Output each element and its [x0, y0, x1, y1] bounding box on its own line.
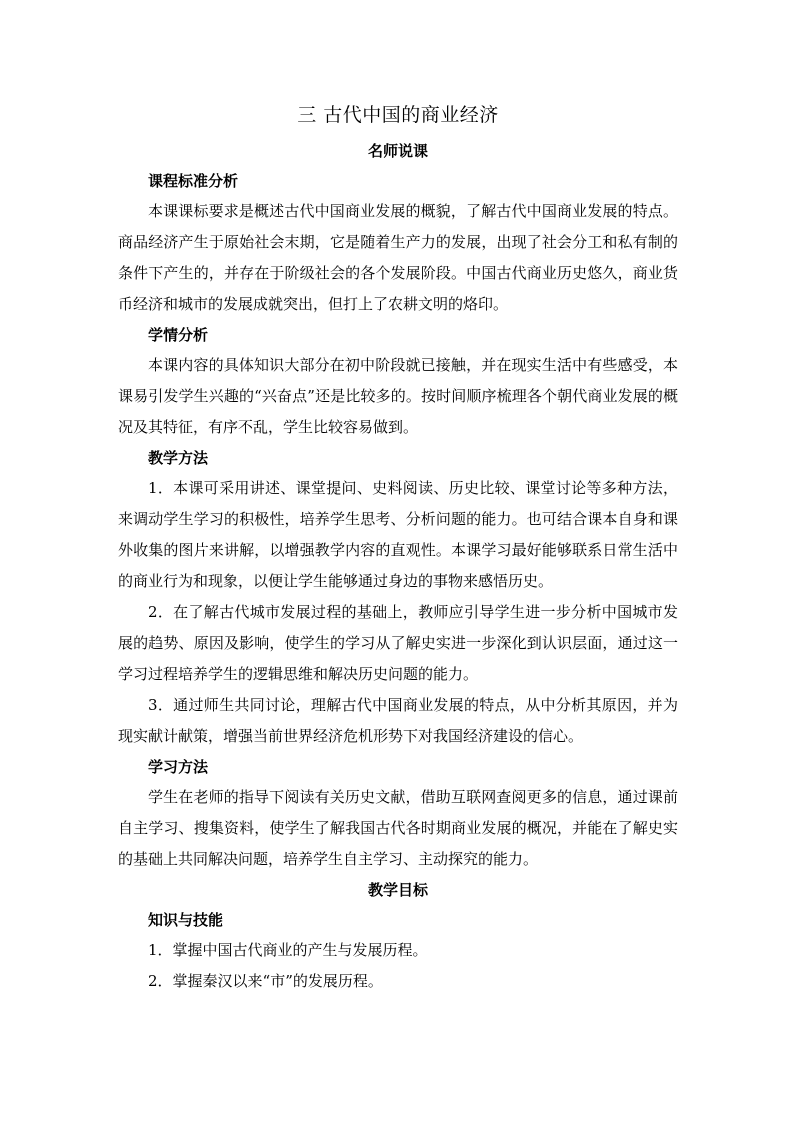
subheading-learning-methods: 学习方法 — [148, 758, 209, 776]
subheading-learner-analysis: 学情分析 — [148, 326, 209, 344]
document-title: 三 古代中国的商业经济 — [297, 104, 499, 126]
paragraph-teaching-method-3: 3．通过师生共同讨论，理解古代中国商业发展的特点，从中分析其原因，并为现实献计献策，增强当前世界经济危机形势下对我国经济建设的信心。 — [118, 696, 678, 745]
paragraph-learning-methods: 学生在老师的指导下阅读有关历史文献，借助互联网查阅更多的信息，通过课前自主学习、搜集资料，使学生了解我国古代各时期商业发展的概况，并能在了解史实的基础上共同解决问题，培养学生自主学习、主动探究的能力。 — [118, 788, 678, 868]
subheading-curriculum-analysis: 课程标准分析 — [148, 172, 239, 190]
subheading-teaching-methods: 教学方法 — [148, 449, 209, 467]
subheading-knowledge-skills: 知识与技能 — [148, 911, 224, 929]
list-item-objective-2: 2．掌握秦汉以来“市”的发展历程。 — [148, 972, 383, 990]
section-heading-teaching-objectives: 教学目标 — [367, 881, 428, 899]
paragraph-teaching-method-1: 1．本课可采用讲述、课堂提问、史料阅读、历史比较、课堂讨论等多种方法，来调动学生学习的积极性，培养学生思考、分析问题的能力。也可结合课本自身和课外收集的图片来讲解，以增强教学内容的直观性。本课学习最好能够联系日常生活中的商业行为和现象，以便让学生能够通过身边的事物来感悟历史。 — [118, 479, 678, 590]
paragraph-teaching-method-2: 2．在了解古代城市发展过程的基础上，教师应引导学生进一步分析中国城市发展的趋势、原因及影响，使学生的学习从了解史实进一步深化到认识层面，通过这一学习过程培养学生的逻辑思维和解决历史问题的能力。 — [118, 603, 678, 683]
list-item-objective-1: 1．掌握中国古代商业的产生与发展历程。 — [148, 941, 428, 959]
section-heading-mingshi-shuoke: 名师说课 — [367, 142, 428, 160]
paragraph-learner-analysis: 本课内容的具体知识大部分在初中阶段就已接触，并在现实生活中有些感受，本课易引发学生兴趣的“兴奋点”还是比较多的。按时间顺序梳理各个朝代商业发展的概况及其特征，有序不乱，学生比较容易做到。 — [118, 356, 678, 436]
document-body — [118, 100, 678, 997]
paragraph-curriculum-analysis: 本课课标要求是概述古代中国商业发展的概貌，了解古代中国商业发展的特点。商品经济产生于原始社会末期，它是随着生产力的发展，出现了社会分工和私有制的条件下产生的，并存在于阶级社会的各个发展阶段。中国古代商业历史悠久，商业货币经济和城市的发展成就突出，但打上了农耕文明的烙印。 — [118, 202, 678, 313]
